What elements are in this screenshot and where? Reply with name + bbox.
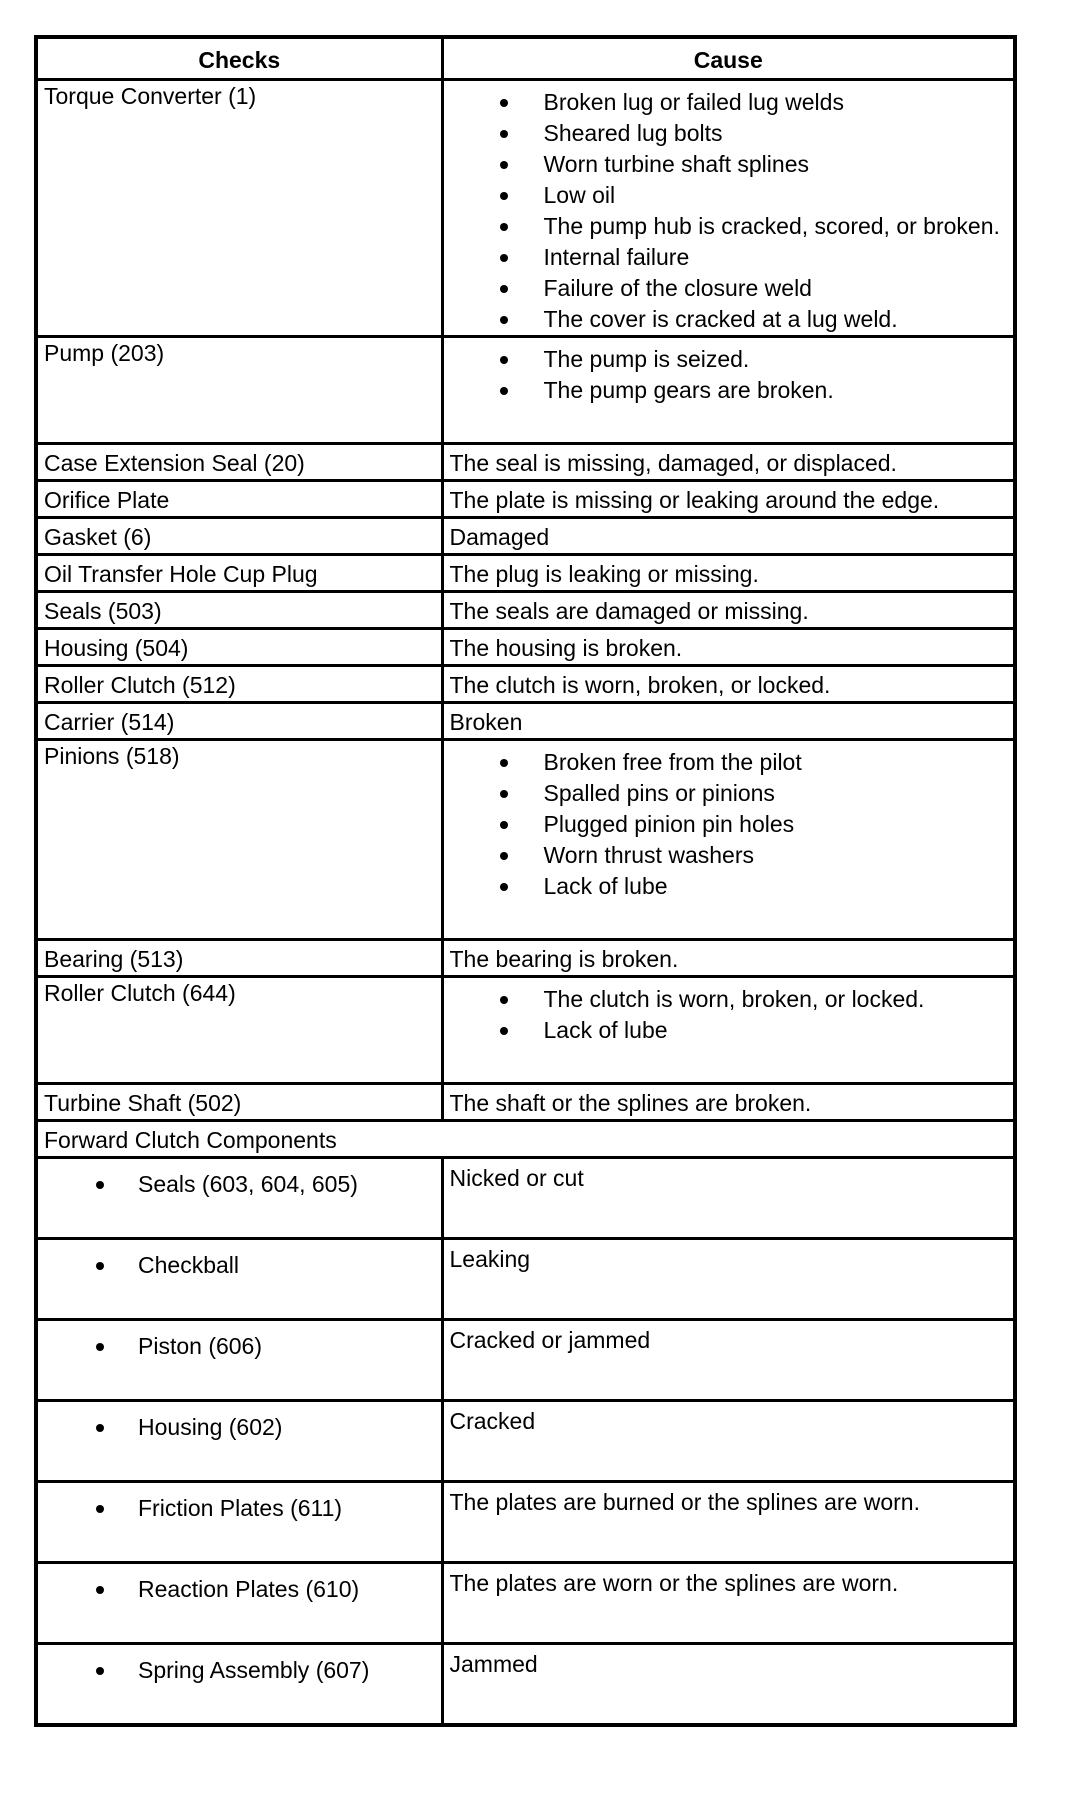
sub-check-label: Housing (602) bbox=[138, 1414, 283, 1440]
table-row bbox=[36, 977, 1015, 1084]
check-cell bbox=[36, 1401, 442, 1482]
cause-list bbox=[450, 87, 1008, 335]
check-cell: Carrier (514) bbox=[36, 703, 442, 740]
table-row bbox=[36, 444, 1015, 481]
check-cell: Seals (503) bbox=[36, 592, 442, 629]
cause-cell: The shaft or the splines are broken. bbox=[442, 1084, 1015, 1121]
cause-cell bbox=[442, 337, 1015, 444]
cause-list-item: The pump hub is cracked, scored, or broken. bbox=[544, 211, 1008, 242]
check-cell: Housing (504) bbox=[36, 629, 442, 666]
cause-cell: Nicked or cut bbox=[442, 1158, 1015, 1239]
table-row bbox=[36, 518, 1015, 555]
table-row bbox=[36, 1084, 1015, 1121]
table-row bbox=[36, 1644, 1015, 1726]
bullet-icon bbox=[96, 1505, 104, 1513]
check-cell: Torque Converter (1) bbox=[36, 80, 442, 337]
bullet-icon bbox=[96, 1586, 104, 1594]
cause-cell: The plug is leaking or missing. bbox=[442, 555, 1015, 592]
cause-list-item: The pump is seized. bbox=[544, 344, 1008, 375]
bullet-icon bbox=[96, 1262, 104, 1270]
check-cell: Bearing (513) bbox=[36, 940, 442, 977]
cause-cell: The plates are burned or the splines are worn. bbox=[442, 1482, 1015, 1563]
sub-check-label: Seals (603, 604, 605) bbox=[138, 1171, 358, 1197]
check-cell bbox=[36, 1158, 442, 1239]
cause-cell: The clutch is worn, broken, or locked. bbox=[442, 666, 1015, 703]
cause-list-item: Plugged pinion pin holes bbox=[544, 809, 1008, 840]
check-cell: Roller Clutch (644) bbox=[36, 977, 442, 1084]
table-row bbox=[36, 592, 1015, 629]
check-cell: Orifice Plate bbox=[36, 481, 442, 518]
table-row bbox=[36, 1563, 1015, 1644]
checks-header: Checks bbox=[36, 37, 442, 80]
table-row bbox=[36, 1320, 1015, 1401]
table-row bbox=[36, 555, 1015, 592]
check-cell: Oil Transfer Hole Cup Plug bbox=[36, 555, 442, 592]
cause-cell: The plate is missing or leaking around the edge. bbox=[442, 481, 1015, 518]
header-row bbox=[36, 37, 1015, 80]
group-title-row bbox=[36, 1121, 1015, 1158]
cause-cell: The bearing is broken. bbox=[442, 940, 1015, 977]
check-cell bbox=[36, 1320, 442, 1401]
cause-cell: The seals are damaged or missing. bbox=[442, 592, 1015, 629]
cause-list-item: The pump gears are broken. bbox=[544, 375, 1008, 406]
sub-check-label: Checkball bbox=[138, 1252, 239, 1278]
table-row bbox=[36, 80, 1015, 337]
cause-list-item: Broken lug or failed lug welds bbox=[544, 87, 1008, 118]
check-cell bbox=[36, 1482, 442, 1563]
cause-list-item: Worn turbine shaft splines bbox=[544, 149, 1008, 180]
cause-cell bbox=[442, 977, 1015, 1084]
cause-list-item: Spalled pins or pinions bbox=[544, 778, 1008, 809]
diagnostic-table bbox=[34, 35, 1017, 1727]
cause-cell bbox=[442, 740, 1015, 940]
table-row bbox=[36, 481, 1015, 518]
bullet-icon bbox=[96, 1343, 104, 1351]
cause-cell: Leaking bbox=[442, 1239, 1015, 1320]
sub-check-label: Spring Assembly (607) bbox=[138, 1657, 370, 1683]
table-row bbox=[36, 666, 1015, 703]
bullet-icon bbox=[96, 1667, 104, 1675]
table-row bbox=[36, 1158, 1015, 1239]
table-row bbox=[36, 629, 1015, 666]
cause-list-item: Sheared lug bolts bbox=[544, 118, 1008, 149]
table-row bbox=[36, 740, 1015, 940]
table-row bbox=[36, 703, 1015, 740]
table-row bbox=[36, 337, 1015, 444]
cause-cell: Broken bbox=[442, 703, 1015, 740]
cause-list-item: Low oil bbox=[544, 180, 1008, 211]
check-cell bbox=[36, 1644, 442, 1726]
cause-list-item: Lack of lube bbox=[544, 1015, 1008, 1046]
cause-list-item: The cover is cracked at a lug weld. bbox=[544, 304, 1008, 335]
sub-check-label: Friction Plates (611) bbox=[138, 1495, 343, 1521]
cause-cell: Cracked bbox=[442, 1401, 1015, 1482]
cause-cell bbox=[442, 80, 1015, 337]
check-cell: Turbine Shaft (502) bbox=[36, 1084, 442, 1121]
cause-cell: The seal is missing, damaged, or displaced. bbox=[442, 444, 1015, 481]
table-row bbox=[36, 940, 1015, 977]
cause-cell: The plates are worn or the splines are worn. bbox=[442, 1563, 1015, 1644]
table-row bbox=[36, 1401, 1015, 1482]
cause-list-item: The clutch is worn, broken, or locked. bbox=[544, 984, 1008, 1015]
cause-list bbox=[450, 344, 1008, 406]
cause-list bbox=[450, 984, 1008, 1046]
check-cell: Pump (203) bbox=[36, 337, 442, 444]
cause-header: Cause bbox=[442, 37, 1015, 80]
check-cell: Pinions (518) bbox=[36, 740, 442, 940]
check-cell: Case Extension Seal (20) bbox=[36, 444, 442, 481]
cause-cell: The housing is broken. bbox=[442, 629, 1015, 666]
cause-list-item: Lack of lube bbox=[544, 871, 1008, 902]
check-cell bbox=[36, 1563, 442, 1644]
cause-cell: Cracked or jammed bbox=[442, 1320, 1015, 1401]
group-title: Forward Clutch Components bbox=[36, 1121, 1015, 1158]
cause-list-item: Broken free from the pilot bbox=[544, 747, 1008, 778]
bullet-icon bbox=[96, 1424, 104, 1432]
cause-list-item: Internal failure bbox=[544, 242, 1008, 273]
check-cell: Gasket (6) bbox=[36, 518, 442, 555]
table-row bbox=[36, 1482, 1015, 1563]
sub-check-label: Reaction Plates (610) bbox=[138, 1576, 360, 1602]
cause-cell: Damaged bbox=[442, 518, 1015, 555]
sub-check-label: Piston (606) bbox=[138, 1333, 263, 1359]
bullet-icon bbox=[96, 1181, 104, 1189]
table-row bbox=[36, 1239, 1015, 1320]
cause-cell: Jammed bbox=[442, 1644, 1015, 1726]
check-cell: Roller Clutch (512) bbox=[36, 666, 442, 703]
cause-list-item: Worn thrust washers bbox=[544, 840, 1008, 871]
cause-list-item: Failure of the closure weld bbox=[544, 273, 1008, 304]
check-cell bbox=[36, 1239, 442, 1320]
cause-list bbox=[450, 747, 1008, 902]
